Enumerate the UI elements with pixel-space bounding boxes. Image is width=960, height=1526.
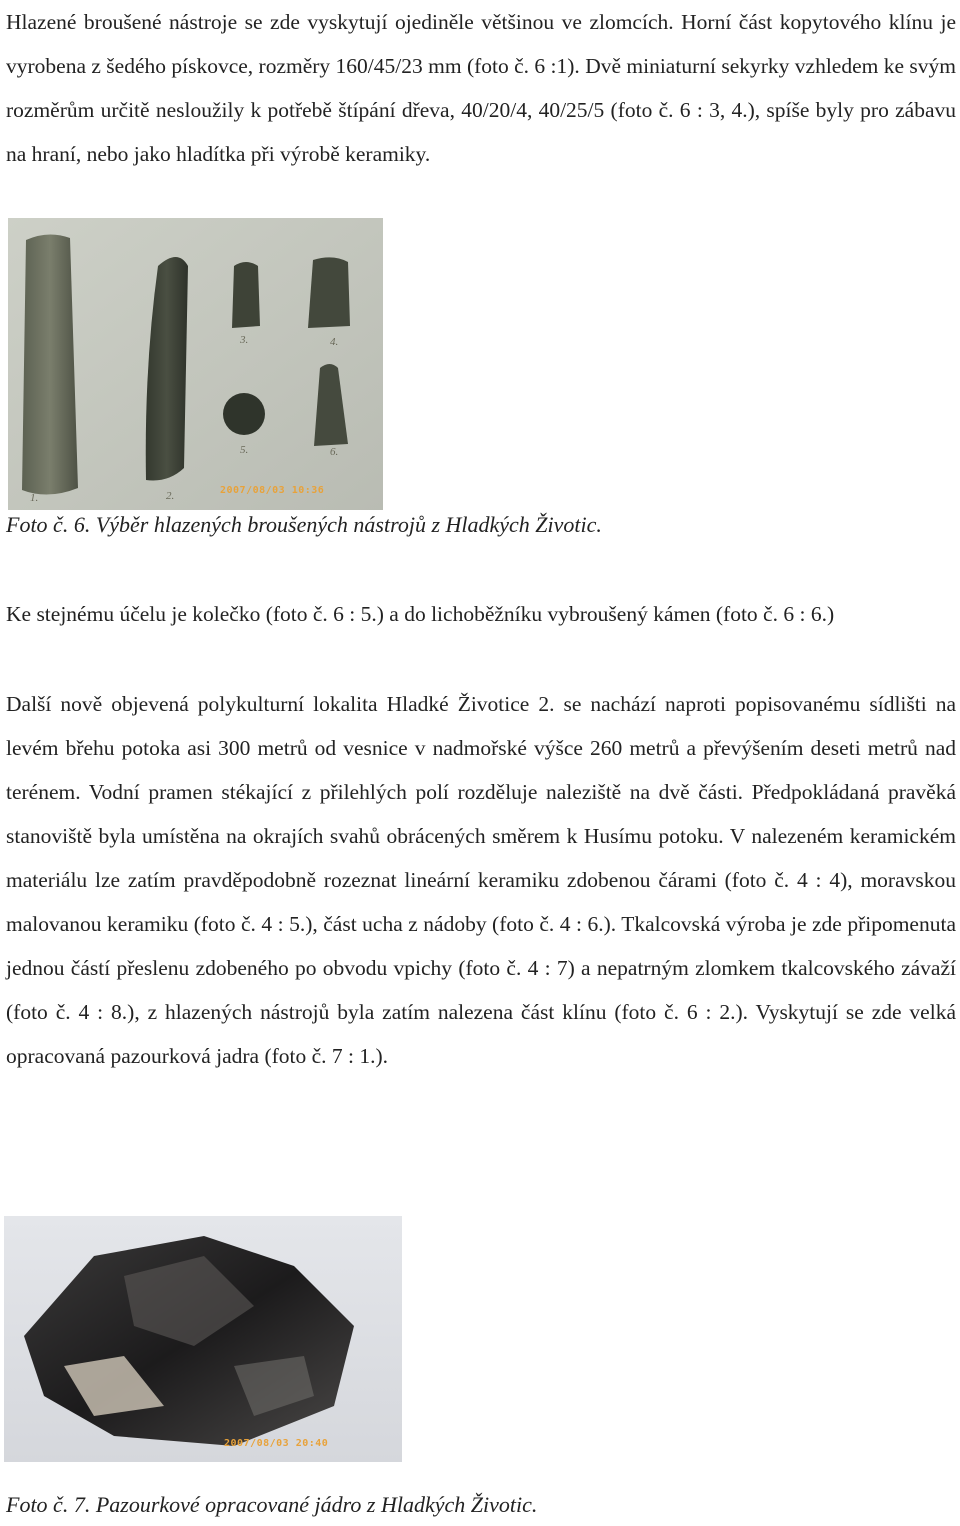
tool-label-3: 3. xyxy=(240,334,249,346)
photo-polished-tools xyxy=(8,218,383,510)
caption-foto-6: Foto č. 6. Výběr hlazených broušených nástrojů z Hladkých Životic. xyxy=(6,512,602,537)
tool-label-2: 2. xyxy=(166,490,175,502)
paragraph-wheel-stone: Ke stejnému účelu je kolečko (foto č. 6 : 5.) a do lichoběžníku vybroušený kámen (foto č. 6 : 6.) xyxy=(6,602,835,626)
photo-timestamp: 2007/08/03 20:40 xyxy=(224,1438,329,1449)
tool-label-4: 4. xyxy=(330,336,339,348)
caption-foto-7: Foto č. 7. Pazourkové opracované jádro z Hladkých Životic. xyxy=(6,1492,538,1517)
tool-label-6: 6. xyxy=(330,446,339,458)
stone-tools-image xyxy=(8,218,383,510)
photo-timestamp: 2007/08/03 10:36 xyxy=(220,485,325,496)
paragraph-polished-tools: Hlazené broušené nástroje se zde vyskytují ojediněle většinou ve zlomcích. Horní část kopytového klínu je vyrobena z šedého pískovce, rozměry 160/45/23 mm (foto č. 6 :1). Dvě miniaturní sekyrky vzhledem ke svým rozměrům určitě nesloužily k potřebě štípání dřeva, 40/20/4, 40/25/5 (foto č. 6 : 3, 4.), spíše byly pro zábavu na hraní, nebo jako hladítka při výrobě keramiky. xyxy=(6,10,956,166)
paragraph-site-description: Další nově objevená polykulturní lokalita Hladké Životice 2. se nachází naproti popisovanému sídlišti na levém břehu potoka asi 300 metrů od vesnice v nadmořské výšce 260 metrů a převýšením deseti metrů nad terénem. Vodní pramen stékající z přilehlých polí rozděluje naleziště na dvě části. Předpokládaná pravěká stanoviště byla umístěna na okrajích svahů obrácených směrem k Husímu potoku. V nalezeném keramickém materiálu lze zatím pravděpodobně rozeznat lineární keramiku zdobenou čárami (foto č. 4 : 4), moravskou malovanou keramiku (foto č. 4 : 5.), část ucha z nádoby (foto č. 4 : 6.). Tkalcovská výroba je zde připomenuta jednou částí přeslenu zdobeného po obvodu vpichy (foto č. 4 : 7) a nepatrným zlomkem tkalcovského závaží (foto č. 4 : 8.), z hlazených nástrojů byla zatím nalezena část klínu (foto č. 6 : 2.). Vyskytují se zde velká opracovaná pazourková jadra (foto č. 7 : 1.). xyxy=(6,692,956,1068)
flint-core-image xyxy=(4,1216,402,1462)
tool-label-5: 5. xyxy=(240,444,249,456)
tool-label-1: 1. xyxy=(30,492,39,504)
photo-flint-core xyxy=(4,1216,402,1462)
